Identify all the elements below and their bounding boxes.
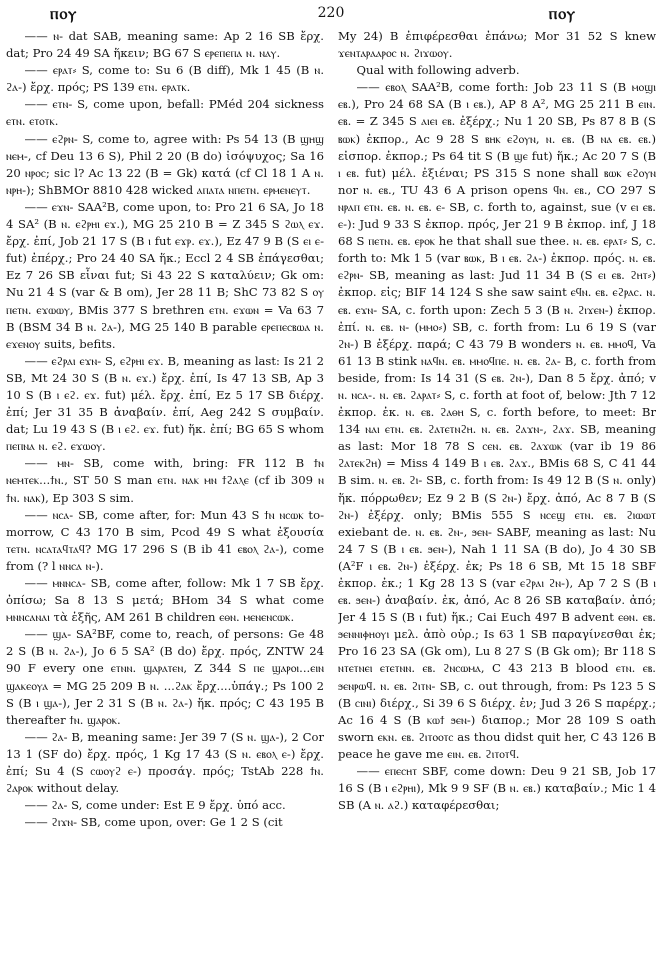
entry-paragraph: —— ⲉϫⲛ- SAA²B, come upon, to: Pro 21 6 SA, Jo 18 4 SA² (B ⲛ. ⲉϩⲣⲏⲓ ⲉϫ.), MG 25 210 B = Z 345 S ϩⲱⲗ ⲉϫ. ἔρχ. ἐπί, Job 21 17 S (B ⲓ fut ⲉϫⲣ. ⲉϫ.), Ez 47 9 B (S ⲉⲓ ⲉ- fut) ἐπέρχ.; Pro 24 40 SA ἥκ.; Eccl 2 4 SB ἐπάγεσθαι; Ez 7 26 SB εἶναι fut; Si 43 22 S καταλύειν; Gk om: Nu 21 4 S (var & B om), Jer 28 11 B; ShC 73 82 S ⲟⲩ ⲡⲉⲧⲛ. ⲉϫⲱⲱⲩ, BMis 377 S brethren ⲉⲧⲛ. ⲉϫⲱⲛ = Va 63 7 B (BSM 34 B ⲛ. ϩⲁ-), MG 25 140 B parable ⲉⲣⲉⲡⲉⲥⲃⲱⲁ ⲛ. ⲉϫⲉⲛⲟⲩ suits, befits.	[6, 199, 324, 351]
entry-paragraph: —— ϩⲁ- B, meaning same: Jer 39 7 (S ⲛ. ϣⲁ-), 2 Cor 13 1 (SF do) ἔρχ. πρός, 1 Kg 17 43 (S ⲛ. ⲉⲃⲟⲗ ⲉ-) ἔρχ. ἐπί; Su 4 (S ⲥⲱⲟⲩϩ ⲉ-) προσάγ. πρός; TstAb 228 ϯⲛ. ϩⲁⲣⲟⲕ without delay.	[6, 729, 324, 796]
page-header	[6, 4, 656, 26]
entry-paragraph: —— ϩⲓϫⲛ- SB, come upon, over: Ge 1 2 S (cit	[24, 815, 283, 830]
entry-paragraph: —— ⲉⲃⲟⲗ SAA²B, come forth: Job 23 11 S (B ⲙⲟϣⲓ ⲉⲃ.), Pro 24 68 SA (B ⲓ ⲉⲃ.), AP 8 A², MG 25 211 B ⲉⲓⲛ. ⲉⲃ. = Z 345 S ⲁⲓⲉⲓ ⲉⲃ. ἐξέρχ.; Nu 1 20 SB, Ps 87 8 B (S ⲃⲱⲕ) ἐκπορ., Ac 9 28 S ⲃⲏⲕ ⲉϩⲟⲩⲛ, ⲛ. ⲉⲃ. (B ⲛⲁ ⲉⲃ. ⲉⲃ.) εἰσπορ. ἐκπορ.; Ps 64 tit S (B ϣⲉ fut) ἥκ.; Ac 20 7 S (B ⲓ ⲉⲃ. fut) μέλ. ἐξιέναι; PS 315 S none shall ⲃⲱⲕ ⲉϩⲟⲩⲛ nor ⲛ. ⲉⲃ., TU 43 6 A prison opens ϥⲛ. ⲉⲃ., CO 297 S ⲛⲣⲁⲡ ⲉⲧⲛ. ⲉⲃ. ⲛ. ⲉⲃ. ⲉ- SB, c. forth to, against, sue (v ⲉⲓ ⲉⲃ. ⲉ-): Jud 9 33 S ἐκπορ. πρός, Jer 21 9 B ἐκπορ. inf, J 18 68 S ⲡⲉⲧⲛ. ⲉⲃ. ⲉⲣⲟⲕ he that shall sue thee. ⲛ. ⲉⲃ. ⲉⲣⲁⲧ⸗ S, c. forth to: Mk 1 5 (var ⲃⲱⲕ, B ⲓ ⲉⲃ. ϩⲁ-) ἐκπορ. πρός. ⲛ. ⲉⲃ. ⲉϩⲣⲛ- SB, meaning as last: Jud 11 34 B (S ⲉⲓ ⲉⲃ. ϩⲏⲧ⸗) ἐκπορ. εἰς; BIF 14 124 S she saw saint ⲉϥⲛ. ⲉⲃ. ⲉϩⲣⲁⲥ. ⲛ. ⲉⲃ. ⲉϫⲛ- SA, c. forth upon: Zech 5 3 (B ⲛ. ϩⲓϫⲉⲛ-) ἐκπορ. ἐπί. ⲛ. ⲉⲃ. ⲛ- (ⲙⲙⲟ⸗) SB, c. forth from: Lu 6 19 S (var ϩⲛ-) B ἐξέρχ. παρά; C 43 79 B wonders ⲛ. ⲉⲃ. ⲙⲙⲟϥ, Va 61 13 B stink ⲛⲁϥⲛ. ⲉⲃ. ⲙⲙⲟϥⲡⲉ. ⲛ. ⲉⲃ. ϩⲁ- B, c. forth from beside, from: Is 14 31 (S ⲉⲃ. ϩⲛ-), Dan 8 5 ἔρχ. ἀπό; v ⲛ. ⲛⲥⲁ-. ⲛ. ⲉⲃ. ϩⲁⲣⲁⲧ⸗ S, c. forth at foot of, below: Jth 7 12 ἐκπορ. ἐκ. ⲛ. ⲉⲃ. ϩⲁⲑⲏ S, c. forth before, to meet: Br 134 ⲛⲁⲓ ⲉⲧⲛ. ⲉⲃ. ϩⲁⲧⲉⲧⲛϩⲏ. ⲛ. ⲉⲃ. ϩⲁϫⲛ-, ϩⲁϫ. SB, meaning as last: Mor 18 78 S ⲥⲉⲛ. ⲉⲃ. ϩⲁϫⲱⲕ (var ib 19 86 ϩⲁⲧⲉⲕϩⲏ) = Miss 4 149 B ⲓ ⲉⲃ. ϩⲁϫ., BMis 68 S, C 41 44 B sim. ⲛ. ⲉⲃ. ϩⲓ- SB, c. forth from: Is 49 12 B (S ⲛ. only) ἥκ. πόρρωθεν; Ez 9 2 B (S ϩⲛ-) ἔρχ. ἀπό, Ac 8 7 B (S ϩⲛ-) ἐξέρχ. only; BMis 555 S ⲛⲥⲉϣ ⲉⲧⲛ. ⲉⲃ. ϩⲓⲱⲱⲧ exiebant de. ⲛ. ⲉⲃ. ϩⲛ-, ϧⲉⲛ- SABF, meaning as last: Nu 24 7 S (B ⲓ ⲉⲃ. ϧⲉⲛ-), Nah 1 11 SA (B do), Jo 4 30 SB (A²F ⲓ ⲉⲃ. ϩⲛ-) ἐξέρχ. ἐκ; Ps 18 6 SB, Mt 15 18 SBF ἐκπορ. ἐκ.; 1 Kg 28 13 S (var ⲉϩⲣⲁⲓ ϩⲛ-), Ap 7 2 S (B ⲓ ⲉⲃ. ϧⲉⲛ-) ἀναβαίν. ἐκ, ἀπό, Ac 8 26 SB καταβαίν. ἀπό; Jer 4 15 S (B ⲓ fut) ἥκ.; Cai Euch 497 B advent ⲉⲑⲛ. ⲉⲃ. ϧⲉⲛⲛⲓⲫⲏⲟⲩⲓ μελ. ἀπὸ οὐρ.; Is 63 1 SB παραγίνεσθαι ἐκ; Pro 16 23 SA (Gk om), Lu 8 27 S (B Gk om); Br 118 S ⲛⲧⲉⲧⲛⲉⲓ ⲉⲧⲉⲧⲛⲛ. ⲉⲃ. ϩⲛⲥⲱⲙⲁ, C 43 213 B blood ⲉⲧⲛ. ⲉⲃ. ϧⲉⲛⲣⲱϥ. ⲛ. ⲉⲃ. ϩⲓⲧⲛ- SB, c. out through, from: Ps 123 5 S (B ⲥⲓⲛⲓ) διέρχ., Si 39 6 S διέρχ. ἐν; Jud 3 26 S παρέρχ.; Ac 16 4 S (B ⲕⲱϯ ϧⲉⲛ-) διαπορ.; Mor 28 109 S oath sworn ⲉⲕⲛ. ⲉⲃ. ϩⲓⲧⲟⲟⲧⲥ as thou didst quit her, C 43 126 B peace he gave me ⲉⲓⲛ. ⲉⲃ. ϩⲓⲧⲟⲧϥ.	[338, 80, 656, 761]
running-head-left: ⲡⲟⲩ	[50, 4, 78, 23]
entry-paragraph: —— ⲛ- dat SAB, meaning same: Ap 2 16 SB ἔρχ. dat; Pro 24 49 SA ἥκειν; BG 67 S ⲉⲣⲉⲡⲉⲡⲁ ⲛ. ⲛⲁⲩ.	[6, 29, 324, 61]
right-column	[338, 28, 656, 974]
two-column-body	[6, 28, 656, 974]
entry-paragraph: —— ⲉⲧⲛ- S, come upon, befall: PMéd 204 sickness ⲉⲧⲛ. ⲉⲧⲟⲧⲕ.	[6, 97, 324, 129]
entry-paragraph: —— ϣⲁ- SA²BF, come to, reach, of persons: Ge 48 2 S (B ⲛ. ϩⲁ-), Jo 6 5 SA² (B do) ἔρχ. πρός, ZNTW 24 90 F every one ⲉⲧⲛⲛ. ϣⲁⲣⲁⲧⲉⲛ, Z 344 S ⲡⲉ ϣⲁⲣⲟⲓ...ⲉⲓⲛ ϣⲁⲕⲉⲟⲩⲁ = MG 25 209 B ⲛ. ...ϩⲁⲕ ἔρχ....ὑπάγ.; Ps 100 2 S (B ⲓ ϣⲁ-), Jer 2 31 S (B ⲛ. ϩⲁ-) ἥκ. πρός; C 43 195 B thereafter ϯⲛ. ϣⲁⲣⲟⲕ.	[6, 627, 324, 727]
left-column	[6, 28, 324, 974]
entry-paragraph-continued: My 24) B ἐπιφέρεσθαι ἐπάνω; Mor 31 52 S knew ϫⲉⲛⲧⲁⲣⲁⲁⲣⲟⲥ ⲛ. ϩⲓϫⲱⲟⲩ.	[338, 29, 656, 61]
entry-paragraph: —— ⲉϩⲣⲁⲓ ⲉϫⲛ- S, ⲉϩⲣⲏⲓ ⲉϫ. B, meaning as last: Is 21 2 SB, Mt 24 30 S (B ⲛ. ⲉϫ.) ἔρχ. ἐπί, Is 47 13 SB, Ap 3 10 S (B ⲓ ⲉϩ. ⲉϫ. fut) μέλ. ἔρχ. ἐπί, Ez 5 17 SB διέρχ. ἐπί; Jer 31 35 B ἀναβαίν. ἐπί, Aeg 242 S συμβαίν. dat; Lu 19 43 S (B ⲓ ⲉϩ. ⲉϫ. fut) ἥκ. ἐπί; BG 65 S whom ⲡⲉⲡⲛⲁ ⲛ. ⲉϩ. ⲉϫⲱⲟⲩ.	[6, 353, 324, 454]
section-note: Qual with following adverb.	[356, 63, 520, 78]
running-head-right: ⲡⲟⲩ	[548, 4, 576, 23]
entry-paragraph: —— ⲙⲛⲛⲥⲁ- SB, come after, follow: Mk 1 7 SB ἔρχ. ὀπίσω; Sa 8 13 S μετά; BHom 34 S what come ⲙⲛⲛⲥⲁⲛⲁⲓ τὰ ἑξῆς, AM 261 B children ⲉⲑⲛ. ⲙⲉⲛⲉⲛⲥⲱⲕ.	[6, 576, 324, 625]
entry-paragraph: —— ⲉⲣⲁⲧ⸗ S, come to: Su 6 (B diff), Mk 1 45 (B ⲛ. ϩⲁ-) ἔρχ. πρός; PS 139 ⲉⲧⲛ. ⲉⲣⲁⲧⲕ.	[6, 63, 324, 95]
entry-paragraph: —— ⲛⲥⲁ- SB, come after, for: Mun 43 S ϯⲛ ⲛⲥⲱⲕ to-morrow, C 43 170 B sim, Pcod 49 S what ἐξουσία ⲧⲉⲧⲛ. ⲛⲥⲁⲧⲁϥⲧⲁϥ? MG 17 296 S (B ib 41 ⲉⲃⲟⲗ ϩⲁ-), come from (? l ⲛⲛⲥⲁ ⲛ-).	[6, 507, 324, 573]
entry-paragraph: —— ⲙⲛ- SB, come with, bring: FR 112 B ϯⲛ ⲛⲉⲙⲧⲉⲕ...ϯⲛ., ST 50 S man ⲉⲧⲛ. ⲛⲁⲕ ⲙⲛ ϯϩⲁⲗⲉ (cf ib 309 ⲛ ϯⲛ. ⲛⲁⲕ), Ep 303 S sim.	[6, 456, 324, 505]
entry-paragraph: —— ⲉⲡⲉⲥⲏⲧ SBF, come down: Deu 9 21 SB, Job 17 16 S (B ⲓ ⲉϩⲣⲏⲓ), Mk 9 9 SF (B ⲛ. ⲉⲃ.) καταβαίν.; Mic 1 4 SB (A ⲛ. ⲁϩ.) καταφέρεσθαι;	[338, 764, 656, 813]
entry-paragraph: —— ⲉϩⲣⲛ- S, come to, agree with: Ps 54 13 (B ϣⲏϣ ⲛⲉⲙ-, cf Deu 13 6 S), Phil 2 20 (B do) ἰσόψυχος; Sa 16 20 ⲛⲣⲟⲥ; sic l? Ac 13 22 (B = Gk) κατά (cf Cl 18 1 A ⲛ. ⲛⲣⲏ-); ShBMOr 8810 428 wicked ⲁⲡⲁⲧⲁ ⲛⲡⲉⲧⲛ. ⲉⲣⲙⲉⲛⲉⲩⲧ.	[6, 131, 324, 197]
page-number: 220	[317, 5, 345, 21]
entry-paragraph: —— ϩⲁ- S, come under: Est E 9 ἔρχ. ὑπό acc.	[24, 798, 286, 813]
